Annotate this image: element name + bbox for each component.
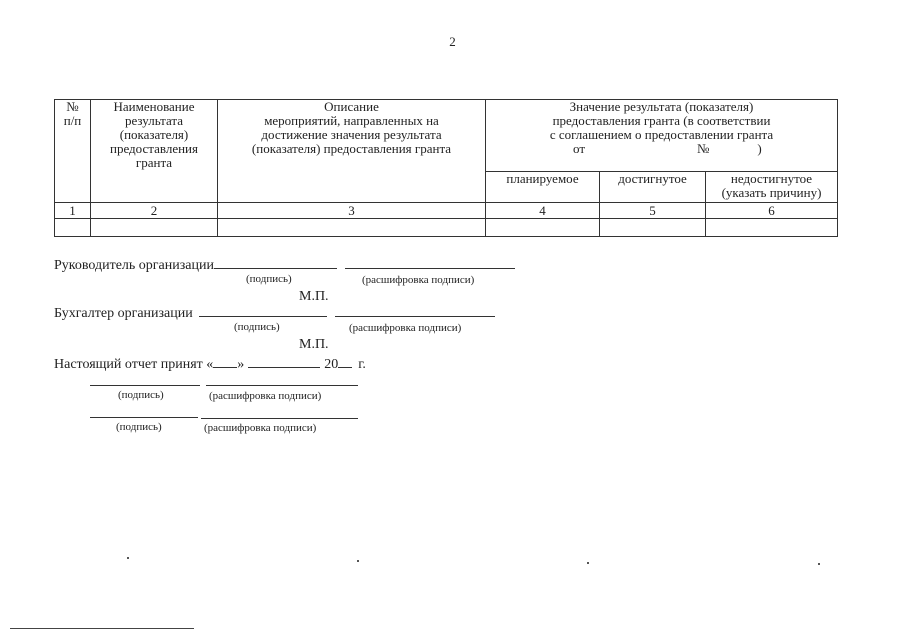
accountant-decoding-line <box>335 304 495 317</box>
page-number: 2 <box>449 34 456 49</box>
column-numbers-row <box>55 203 838 219</box>
header-not-achieved-line-1: недостигнутое <box>730 171 813 186</box>
header-planned <box>486 172 600 203</box>
accountant-label: Бухгалтер организации <box>54 306 193 321</box>
header-planned-label: планируемое <box>506 171 579 186</box>
receiver-2-signature-line <box>90 417 198 418</box>
receiver-1-signature-line <box>90 385 200 386</box>
header-num-line-1: № <box>66 99 79 114</box>
head-signature-line <box>214 256 337 269</box>
empty-cell <box>600 219 706 237</box>
empty-cell <box>486 219 600 237</box>
header-description-line-3: достижение значения результата <box>261 127 442 142</box>
receiver-1-decoding-caption: (расшифровка подписи) <box>209 390 322 402</box>
header-name-line-3: (показателя) <box>119 127 189 142</box>
header-achieved-label: достигнутое <box>618 171 687 186</box>
empty-cell <box>55 219 91 237</box>
receiver-2-decoding-caption: (расшифровка подписи) <box>204 422 317 434</box>
header-name-line-2: результата <box>124 113 184 128</box>
empty-cell <box>706 219 838 237</box>
head-decoding-caption: (расшифровка подписи) <box>362 274 475 286</box>
scan-dot <box>818 563 820 565</box>
header-description-line-1: Описание <box>324 99 379 114</box>
header-description-line-2: мероприятий, направленных на <box>264 113 439 128</box>
accountant-stamp: М.П. <box>299 337 329 352</box>
header-name-line-4: предоставления <box>110 141 198 156</box>
report-table <box>54 99 838 237</box>
accepted-day-line <box>213 355 237 368</box>
accountant-signature-caption: (подпись) <box>234 321 280 333</box>
accepted-year-line <box>338 355 352 368</box>
accountant-signature-row <box>54 304 495 322</box>
accountant-signature-line <box>199 304 327 317</box>
header-achieved <box>600 172 706 203</box>
accepted-month-line <box>248 355 320 368</box>
header-name-line-5: гранта <box>135 155 173 170</box>
head-signature-caption: (подпись) <box>246 273 292 285</box>
header-not-achieved-line-2: (указать причину) <box>721 185 822 200</box>
header-value-group-no: № <box>697 141 710 156</box>
head-decoding-line <box>345 256 515 269</box>
head-signature-row <box>54 256 515 274</box>
accepted-row <box>54 355 366 373</box>
scan-dot <box>587 562 589 564</box>
column-number-2: 2 <box>91 203 218 219</box>
accepted-year-suffix: г. <box>358 357 366 372</box>
accepted-quote-close: » <box>237 357 245 372</box>
accepted-label: Настоящий отчет принят « <box>54 357 214 372</box>
column-number-6: 6 <box>706 203 838 219</box>
column-number-3: 3 <box>218 203 486 219</box>
accepted-year: 20 <box>324 357 339 372</box>
empty-cell <box>91 219 218 237</box>
scan-dot <box>357 560 359 562</box>
header-value-group-from: от <box>573 141 586 156</box>
column-number-4: 4 <box>486 203 600 219</box>
empty-cell <box>218 219 486 237</box>
receiver-1-signature-caption: (подпись) <box>118 389 164 401</box>
receiver-2-signature-caption: (подпись) <box>116 421 162 433</box>
column-number-1: 1 <box>55 203 91 219</box>
table-row <box>55 219 838 237</box>
header-not-achieved <box>706 172 838 203</box>
header-num <box>55 100 91 203</box>
head-label: Руководитель организации <box>54 258 214 273</box>
receiver-2-decoding-line <box>201 418 358 419</box>
footnote-separator <box>10 628 194 629</box>
head-stamp: М.П. <box>299 289 329 304</box>
header-value-group-line-3: с соглашением о предоставлении гранта <box>549 127 774 142</box>
header-name <box>91 100 218 203</box>
header-name-line-1: Наименование <box>113 99 195 114</box>
accountant-decoding-caption: (расшифровка подписи) <box>349 322 462 334</box>
header-description <box>218 100 486 203</box>
header-value-group-line-1: Значение результата (показателя) <box>569 99 754 114</box>
header-value-group-close: ) <box>757 141 762 156</box>
header-value-group <box>486 100 838 172</box>
scan-dot <box>127 557 129 559</box>
receiver-1-decoding-line <box>206 385 358 386</box>
column-number-5: 5 <box>600 203 706 219</box>
header-value-group-line-4 <box>488 142 835 156</box>
header-num-line-2: п/п <box>63 113 82 128</box>
header-value-group-line-2: предоставления гранта (в соответствии <box>552 113 771 128</box>
header-description-line-4: (показателя) предоставления гранта <box>251 141 452 156</box>
